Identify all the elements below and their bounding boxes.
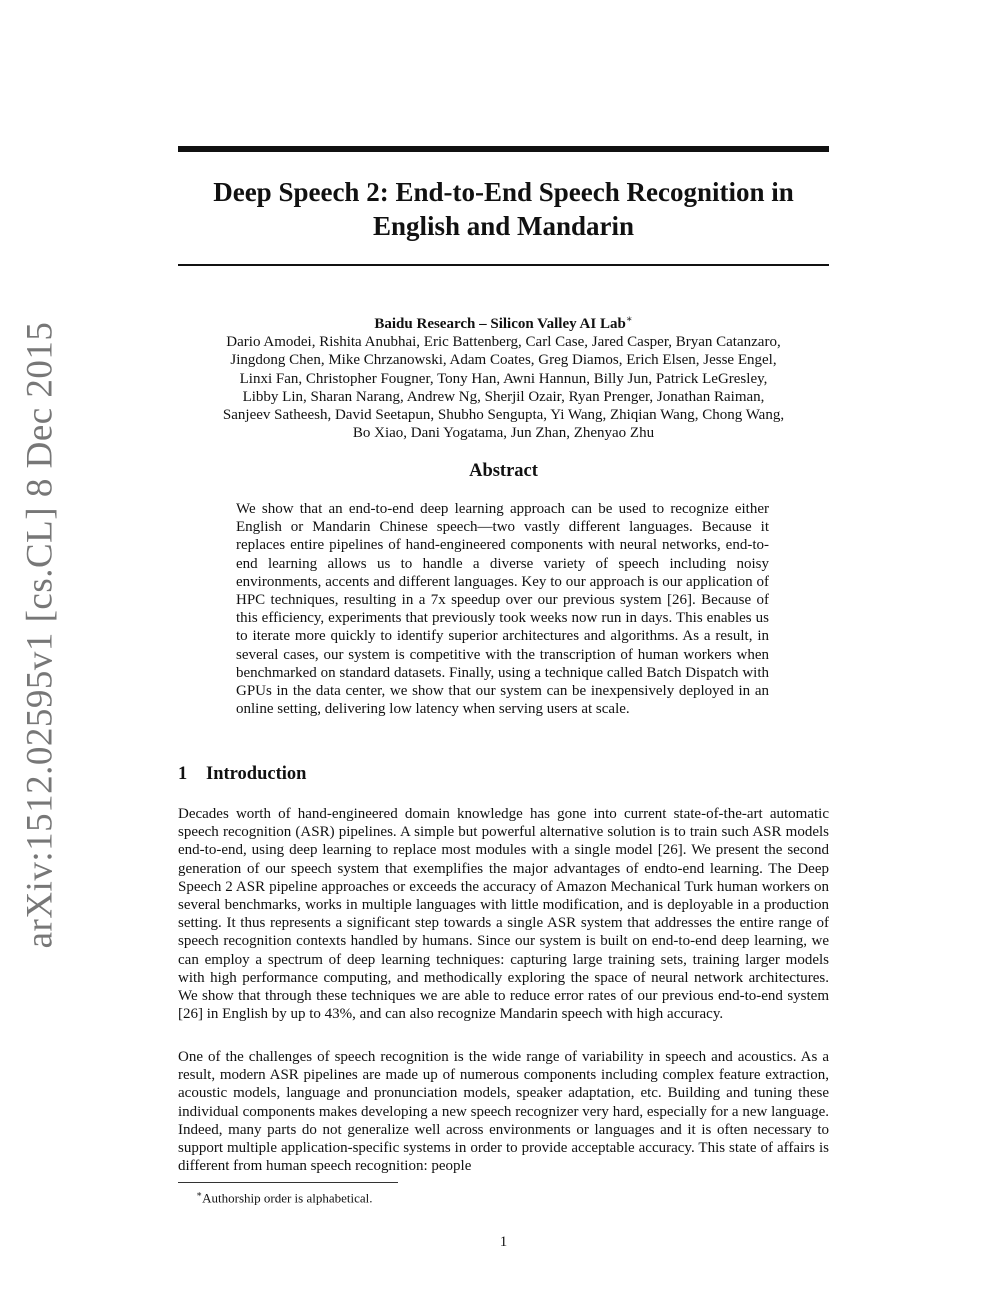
author-line: Dario Amodei, Rishita Anubhai, Eric Battenberg, Carl Case, Jared Casper, Bryan Catanzaro,: [226, 334, 781, 351]
page-number: 1: [499, 1234, 508, 1250]
affiliation: [178, 311, 829, 333]
author-line: Bo Xiao, Dani Yogatama, Jun Zhan, Zhenyao Zhu: [352, 425, 655, 442]
author-line: Jingdong Chen, Mike Chrzanowski, Adam Coates, Greg Diamos, Erich Elsen, Jesse Engel,: [230, 352, 777, 369]
paper-title: Deep Speech 2: End-to-End Speech Recognition in English and Mandarin: [213, 177, 794, 241]
author-line: Libby Lin, Sharan Narang, Andrew Ng, Sherjil Ozair, Ryan Prenger, Jonathan Raiman,: [242, 388, 765, 405]
body-paragraph: Decades worth of hand-engineered domain knowledge has gone into current state-of-the-art automatic speech recognition (ASR) pipelines. A simple but powerful alternative solution is to train such ASR models end-to-end, using deep learning to replace most modules with a single model [26]. We present the second generation of our speech system that exemplifies the major advantages of endto-end learning. The Deep Speech 2 ASR pipeline approaches or exceeds the accuracy of Amazon Mechanical Turk human workers on several benchmarks, works in multiple languages with little modification, and is deployable in a production setting. It thus represents a significant step towards a single ASR system that addresses the entire range of speech recognition contexts handled by humans. Since our system is built on end-to-end deep learning, we can employ a spectrum of deep learning techniques: capturing large training sets, training larger models with high performance computing, and methodically exploring the space of neural network architectures. We show that through these techniques we are able to reduce error rates of our previous end-to-end system [26] in English by up to 43%, and can also recognize Mandarin speech with high accuracy.: [178, 806, 829, 1023]
abstract-text: We show that an end-to-end deep learning approach can be used to recognize either English or Mandarin Chinese speech—two vastly different languages. Because it replaces entire pipelines of hand-engineered components with neural networks, end-to-end learning allows us to handle a diverse variety of speech including noisy environments, accents and different languages. Key to our approach is our application of HPC techniques, resulting in a 7x speedup over our previous system [26]. Because of this efficiency, experiments that previously took weeks now run in days. This enables us to iterate more quickly to identify superior architectures and algorithms. As a result, in several cases, our system is competitive with the transcription of human workers when benchmarked on standard datasets. Finally, using a technique called Batch Dispatch with GPUs in the data center, we show that our system can be inexpensively deployed in an online setting, delivering low latency when serving users at scale.: [236, 501, 769, 718]
footnote: [196, 1186, 796, 1206]
footnote-text: Authorship order is alphabetical.: [202, 1190, 373, 1206]
affiliation-footnote-mark: ∗: [625, 314, 633, 325]
author-line: Linxi Fan, Christopher Fougner, Tony Han, Awni Hannun, Billy Jun, Patrick LeGresley,: [239, 370, 768, 387]
footnote-mark: ∗: [196, 1189, 203, 1199]
author-block: [178, 311, 829, 442]
section-number: 1: [178, 764, 188, 784]
footnote-rule: [178, 1182, 398, 1183]
body-paragraph: One of the challenges of speech recognition is the wide range of variability in speech and acoustics. As a result, modern ASR pipelines are made up of numerous components including complex feature extraction, acoustic models, language and pronunciation models, speaker adaptation, etc. Building and tuning these individual components makes developing a new speech recognizer very hard, especially for a new language. Indeed, many parts do not generalize well across environments or languages and it is often necessary to support multiple application-specific systems in order to provide acceptable accuracy. This state of affairs is different from human speech recognition: people: [178, 1049, 829, 1175]
arxiv-identifier-text: arXiv:1512.02595v1 [cs.CL] 8 Dec 2015: [19, 321, 61, 949]
affiliation-name: Baidu Research – Silicon Valley AI Lab: [374, 316, 626, 332]
title-bottom-rule: [178, 264, 829, 266]
section-heading: [178, 764, 829, 785]
section-title: Introduction: [206, 764, 307, 784]
author-line: Sanjeev Satheesh, David Seetapun, Shubho Sengupta, Yi Wang, Zhiqian Wang, Chong Wang,: [222, 407, 785, 424]
title-top-rule: [178, 146, 829, 152]
abstract-heading: Abstract: [469, 461, 538, 481]
